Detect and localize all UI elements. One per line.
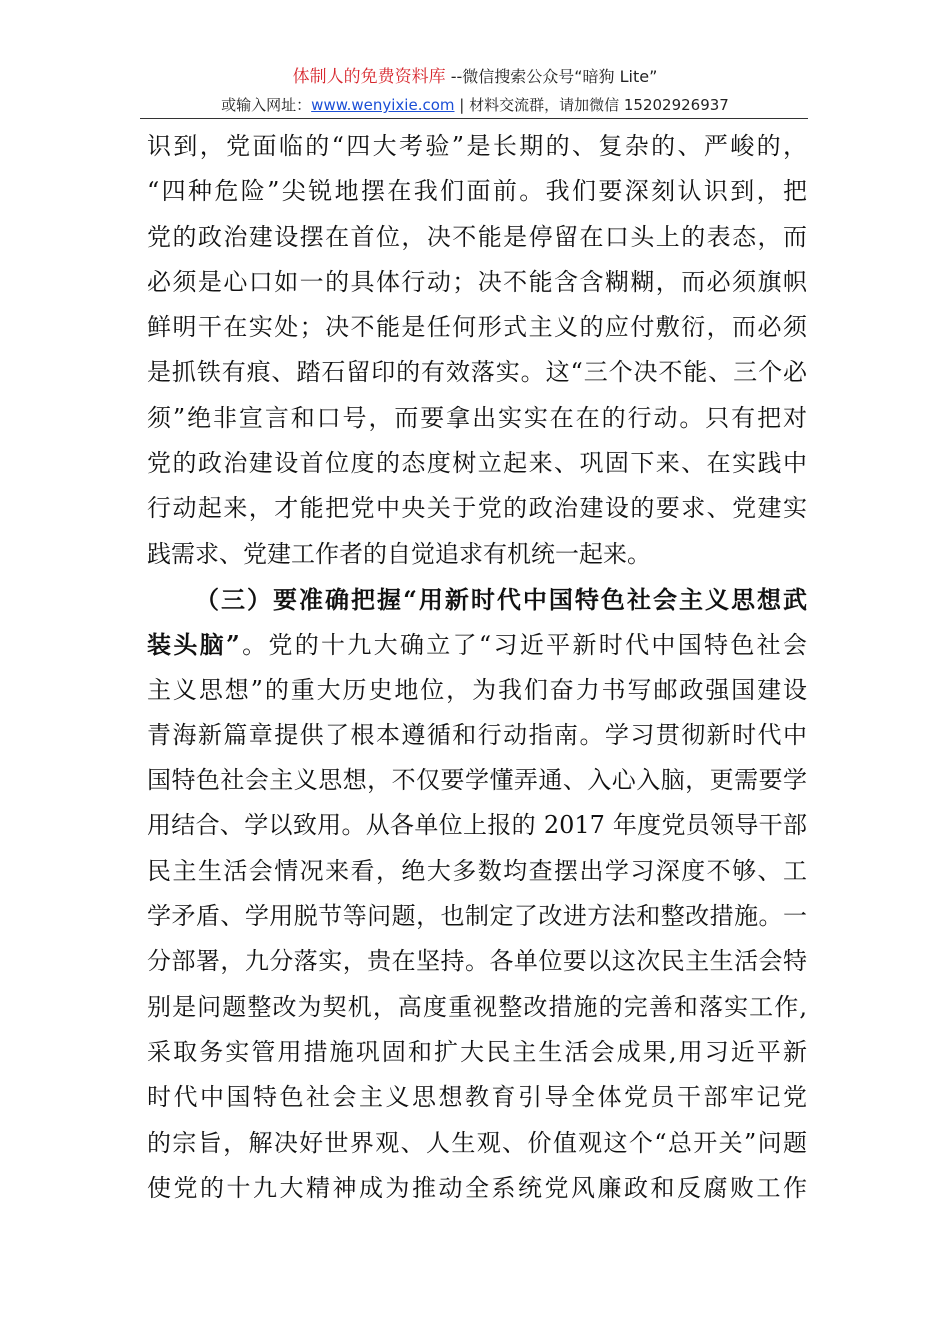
body-line: 践需求、党建工作者的自觉追求有机统一起来。 <box>147 539 651 568</box>
body-line: 必须是心口如一的具体行动；决不能含含糊糊，而必须旗帜 <box>147 267 807 296</box>
body-line: 时代中国特色社会主义思想教育引导全体党员干部牢记党 <box>147 1083 807 1112</box>
body-line: 国特色社会主义思想，不仅要学懂弄通、入心入脑，更需要学 <box>147 766 807 795</box>
body-line: 是抓铁有痕、踏石留印的有效落实。这“三个决不能、三个必 <box>147 358 807 387</box>
body-line: 青海新篇章提供了根本遵循和行动指南。学习贯彻新时代中 <box>147 720 807 749</box>
body-line: 行动起来，才能把党中央关于党的政治建设的要求、党建实 <box>147 494 807 523</box>
body-line: 学矛盾、学用脱节等问题，也制定了改进方法和整改措施。一 <box>147 902 807 931</box>
section-heading: （三）要准确把握“用新时代中国特色社会主义思想武 <box>195 584 807 614</box>
header-promo-line <box>0 66 950 88</box>
body-line: 别是问题整改为契机，高度重视整改措施的完善和落实工作, <box>147 992 807 1021</box>
section-text-start: 。党的十九大确立了“习近平新时代中国特色社会 <box>239 631 807 660</box>
body-line: 用结合、学以致用。从各单位上报的 2017 年度党员领导干部 <box>147 811 807 840</box>
body-line: 识到，党面临的“四大考验”是长期的、复杂的、严峻的， <box>147 132 807 160</box>
wechat-promo: --微信搜索公众号“暗狗 Lite” <box>445 67 658 86</box>
body-line: 党的政治建设摆在首位，决不能是停留在口头上的表态，而 <box>147 222 807 251</box>
header-divider <box>140 118 808 119</box>
brand-title: 体制人的免费资料库 <box>292 67 446 87</box>
body-line: 党的政治建设首位度的态度树立起来、巩固下来、在实践中 <box>147 449 807 478</box>
body-line: 民主生活会情况来看，绝大多数均查摆出学习深度不够、工 <box>147 856 807 885</box>
body-line: 须”绝非宣言和口号，而要拿出实实在在的行动。只有把对 <box>147 403 807 432</box>
section-heading-continued <box>147 622 807 667</box>
document-body <box>147 124 807 1211</box>
header-contact-line <box>0 94 950 116</box>
body-line: 使党的十九大精神成为推动全系统党风廉政和反腐败工作 <box>147 1173 807 1202</box>
body-line: 主义思想”的重大历史地位，为我们奋力书写邮政强国建设 <box>147 675 807 704</box>
body-line: 采取务实管用措施巩固和扩大民主生活会成果,用习近平新 <box>147 1037 807 1066</box>
page-header <box>0 66 950 88</box>
body-line: 的宗旨，解决好世界观、人生观、价值观这个“总开关”问题 <box>147 1128 807 1157</box>
url-prefix: 或输入网址： <box>221 96 312 114</box>
body-line: 鲜明干在实处；决不能是任何形式主义的应付敷衍，而必须 <box>147 313 807 342</box>
section-heading-end: 装头脑” <box>147 630 240 660</box>
website-link[interactable]: www.wenyixie.com <box>311 96 455 114</box>
body-line: 分部署，九分落实，贵在坚持。各单位要以这次民主生活会特 <box>147 947 807 976</box>
contact-info: | 材料交流群，请加微信 15202926937 <box>454 96 729 114</box>
body-line: “四种危险”尖锐地摆在我们面前。我们要深刻认识到，把 <box>147 177 807 206</box>
